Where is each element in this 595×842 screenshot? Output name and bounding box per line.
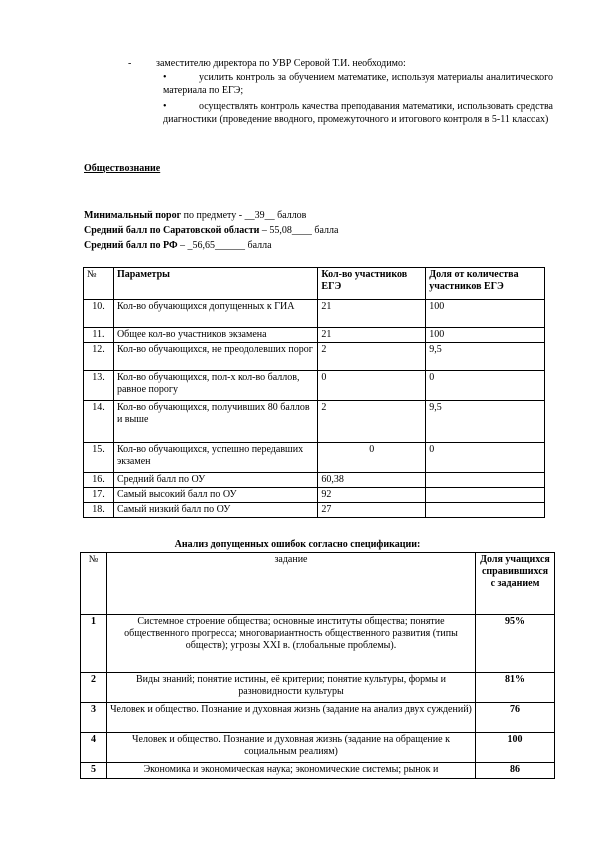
- row-number: 3: [81, 703, 107, 733]
- table-header-row: [81, 553, 555, 615]
- stat-rf-average: [84, 239, 272, 252]
- header-cell: Доля от количества участников ЕГЭ: [426, 268, 545, 300]
- table-row: [84, 443, 545, 473]
- row-count: 21: [318, 328, 426, 343]
- bullet-1: •: [163, 72, 167, 83]
- table-row: [81, 763, 555, 779]
- row-number: 15.: [84, 443, 114, 473]
- stat-region-value: – 55,08____ балла: [259, 225, 339, 236]
- table-row: [84, 343, 545, 371]
- table-row: [84, 300, 545, 328]
- stat-rf-label: Средний балл по РФ: [84, 240, 178, 251]
- row-parameter: Кол-во обучающихся, успешно передавших экзамен: [113, 443, 317, 473]
- intro-lead: заместителю директора по УВР Серовой Т.И. необходимо:: [156, 58, 406, 69]
- row-share: 95%: [476, 615, 555, 673]
- row-task: Человек и общество. Познание и духовная жизнь (задание на обращение к социальным реалиям): [106, 733, 475, 763]
- table-row: [81, 615, 555, 673]
- stat-min-threshold: [84, 209, 306, 222]
- row-parameter: Самый высокий балл по ОУ: [113, 488, 317, 503]
- stat-min-label: Минимальный порог: [84, 210, 182, 221]
- row-number: 14.: [84, 401, 114, 443]
- intro-item-2: осуществлять контроль качества преподавания математики, использовать средства диагностики (проведение вводного, промежуточного и итогового контроля в 5-11 классах): [163, 101, 553, 125]
- row-share: 9,5: [426, 401, 545, 443]
- row-number: 12.: [84, 343, 114, 371]
- table-row: [84, 473, 545, 488]
- row-parameter: Самый низкий балл по ОУ: [113, 503, 317, 518]
- list-dash: -: [128, 58, 132, 69]
- row-count: 27: [318, 503, 426, 518]
- row-task: Системное строение общества; основные институты общества; понятие общественного прогресса; многовариантность общественного развития (типы обществ); угрозы XXI в. (глобальные проблемы).: [106, 615, 475, 673]
- bullet-2: •: [163, 101, 167, 112]
- stat-region-label: Средний балл по Саратовской области: [84, 225, 260, 236]
- table-row: [84, 328, 545, 343]
- row-number: 11.: [84, 328, 114, 343]
- row-share: [426, 488, 545, 503]
- section-title: Обществознание: [84, 163, 161, 174]
- table-row: [81, 673, 555, 703]
- row-share: 100: [426, 328, 545, 343]
- intro-item-1: усилить контроль за обучением математике, используя материалы аналитического материала по ЕГЭ;: [163, 72, 553, 96]
- row-parameter: Кол-во обучающихся допущенных к ГИА: [113, 300, 317, 328]
- row-share: [426, 503, 545, 518]
- row-number: 1: [81, 615, 107, 673]
- row-count: 2: [318, 401, 426, 443]
- header-cell: №: [84, 268, 114, 300]
- stat-region-average: [84, 224, 338, 237]
- row-share: 0: [426, 443, 545, 473]
- row-parameter: Кол-во обучающихся, не преодолевших порог: [113, 343, 317, 371]
- row-number: 18.: [84, 503, 114, 518]
- row-count: 0: [318, 443, 426, 473]
- stat-rf-value: – _56,65______ балла: [177, 240, 272, 251]
- row-share: 86: [476, 763, 555, 779]
- header-cell: задание: [106, 553, 475, 615]
- row-share: 0: [426, 371, 545, 401]
- header-cell: Кол-во участников ЕГЭ: [318, 268, 426, 300]
- table-header-row: [84, 268, 545, 300]
- row-parameter: Средний балл по ОУ: [113, 473, 317, 488]
- exam-parameters-table: [83, 267, 545, 518]
- row-parameter: Кол-во обучающихся, пол-х кол-во баллов, равное порогу: [113, 371, 317, 401]
- row-number: 5: [81, 763, 107, 779]
- stat-min-value: по предмету - __39__ баллов: [181, 210, 307, 221]
- header-cell: Параметры: [113, 268, 317, 300]
- row-number: 13.: [84, 371, 114, 401]
- table-row: [84, 371, 545, 401]
- row-task: Экономика и экономическая наука; экономические системы; рынок и: [106, 763, 475, 779]
- table-row: [84, 401, 545, 443]
- row-share: 76: [476, 703, 555, 733]
- header-cell: Доля учащихся справившихся с заданием: [476, 553, 555, 615]
- row-number: 16.: [84, 473, 114, 488]
- table2-caption: Анализ допущенных ошибок согласно спецификации:: [174, 539, 421, 550]
- row-count: 92: [318, 488, 426, 503]
- row-share: 81%: [476, 673, 555, 703]
- error-analysis-table: [80, 552, 555, 779]
- header-cell: №: [81, 553, 107, 615]
- row-number: 2: [81, 673, 107, 703]
- table-row: [84, 488, 545, 503]
- row-parameter: Общее кол-во участников экзамена: [113, 328, 317, 343]
- row-count: 21: [318, 300, 426, 328]
- row-share: 9,5: [426, 343, 545, 371]
- row-count: 0: [318, 371, 426, 401]
- row-parameter: Кол-во обучающихся, получивших 80 баллов и выше: [113, 401, 317, 443]
- row-task: Виды знаний; понятие истины, её критерии; понятие культуры, формы и разновидности культуры: [106, 673, 475, 703]
- row-task: Человек и общество. Познание и духовная жизнь (задание на анализ двух суждений): [106, 703, 475, 733]
- table-row: [81, 703, 555, 733]
- row-count: 2: [318, 343, 426, 371]
- row-count: 60,38: [318, 473, 426, 488]
- row-share: 100: [476, 733, 555, 763]
- row-number: 4: [81, 733, 107, 763]
- row-number: 17.: [84, 488, 114, 503]
- row-number: 10.: [84, 300, 114, 328]
- row-share: [426, 473, 545, 488]
- row-share: 100: [426, 300, 545, 328]
- table-row: [84, 503, 545, 518]
- table-row: [81, 733, 555, 763]
